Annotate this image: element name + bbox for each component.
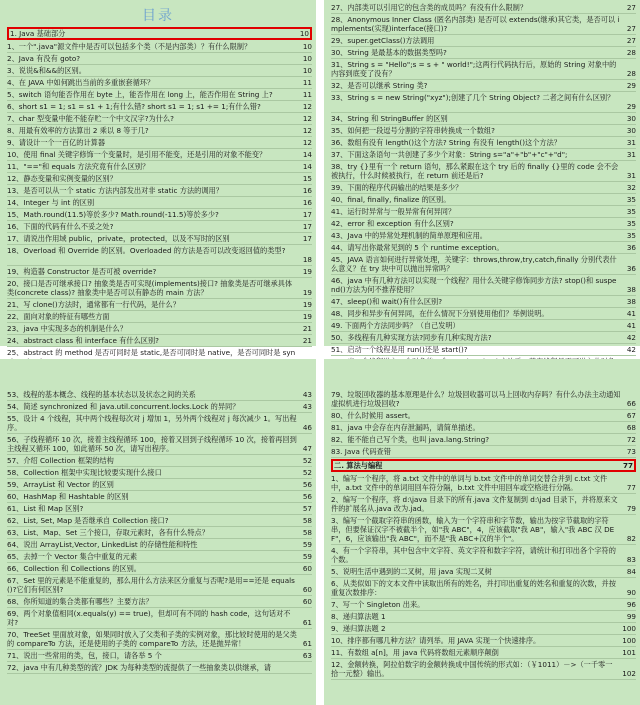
toc-entry-page-number: 57 xyxy=(302,504,312,513)
toc-page-2 xyxy=(324,0,640,354)
toc-entry[interactable] xyxy=(7,209,312,221)
toc-entry-text: 57、介绍 Collection 框架的结构 xyxy=(7,456,114,465)
toc-entry-text: 1. Java 基础部分 xyxy=(10,29,66,38)
toc-entry-text: 32、是否可以继承 String 类? xyxy=(331,81,428,90)
toc-entry-text: 2、Java 有没有 goto? xyxy=(7,54,81,63)
toc-entry-text: 3、说说&和&&的区别。 xyxy=(7,66,86,75)
toc-entry[interactable] xyxy=(331,137,636,149)
toc-entry-text: 6、short s1 = 1; s1 = s1 + 1;有什么错? short s1 = 1; s1 += 1;有什么错? xyxy=(7,102,261,111)
toc-section-heading[interactable] xyxy=(331,459,636,472)
toc-entry-text: 62、List, Set, Map 是否继承自 Collection 接口? xyxy=(7,516,169,525)
toc-entry-page-number: 11 xyxy=(302,78,312,87)
toc-entry-page-number: 18 xyxy=(302,255,312,264)
toc-entry[interactable] xyxy=(7,278,312,299)
toc-entry[interactable] xyxy=(7,233,312,245)
toc-entry-page-number: 42 xyxy=(626,345,636,354)
toc-entry-text: 25、abstract 的 method 是否可同时是 static,是否可同时是 native，是否可同时是 syn xyxy=(7,348,296,357)
toc-entry-page-number: 10 xyxy=(302,66,312,75)
toc-entry[interactable] xyxy=(331,182,636,194)
toc-entry[interactable] xyxy=(331,35,636,47)
toc-entry[interactable] xyxy=(331,14,636,35)
toc-entry[interactable] xyxy=(7,389,312,401)
toc-entry[interactable] xyxy=(331,230,636,242)
toc-entry-page-number: 36 xyxy=(626,243,636,252)
toc-entry-text: 48、同步和异步有何异同，在什么情况下分别使用他们？举例说明。 xyxy=(331,309,549,318)
toc-entry[interactable] xyxy=(7,161,312,173)
toc-entry-page-number: 10 xyxy=(299,29,309,38)
toc-entry-text: 16、下面的代码有什么不妥之处? xyxy=(7,222,114,231)
toc-entry-text: 11、"=="和 equals 方法究竟有什么区别？ xyxy=(7,162,150,171)
toc-entry-page-number: 29 xyxy=(626,81,636,90)
toc-entry[interactable] xyxy=(7,149,312,161)
toc-entry-text: 56、子线程循环 10 次，接着主线程循环 100，接着又回到子线程循环 10 次，接着再回到主线程又循环 100，如此循环 50 次，请写出程序。 xyxy=(7,435,297,453)
toc-entry-text: 21、写 clone()方法时，通常都有一行代码，是什么？ xyxy=(7,300,180,309)
toc-entry-text: 40、final, finally, finalize 的区别。 xyxy=(331,195,451,204)
toc-entry[interactable] xyxy=(331,389,636,410)
toc-entry-page-number: 17 xyxy=(302,210,312,219)
toc-entry-page-number: 12 xyxy=(302,138,312,147)
toc-entry[interactable] xyxy=(331,599,636,611)
toc-entry-text: 58、Collection 框架中实现比较要实现什么接口 xyxy=(7,468,162,477)
toc-entry-page-number: 96 xyxy=(626,600,636,609)
toc-page-3 xyxy=(0,359,316,705)
toc-entry-page-number: 67 xyxy=(626,411,636,420)
toc-entry-text: 2、编写一个程序，将 d:\java 目录下的所有.java 文件复制到 d:\jad 目录下，并将原来文件的扩展名从.java 改为.jad。 xyxy=(331,495,618,513)
toc-entry[interactable] xyxy=(7,335,312,347)
toc-entry-text: 11、有数组 a[n]，用 java 代码将数组元素顺序颠倒 xyxy=(331,648,499,657)
toc-entry-page-number: 19 xyxy=(302,300,312,309)
toc-entry[interactable] xyxy=(331,494,636,515)
toc-entries xyxy=(324,0,640,377)
toc-entry[interactable] xyxy=(7,173,312,185)
toc-entry-page-number: 59 xyxy=(302,540,312,549)
toc-entry-text: 54、简述 synchronized 和 java.util.concurrent.locks.Lock 的异同？ xyxy=(7,402,240,411)
toc-entry[interactable] xyxy=(331,161,636,182)
toc-entry-page-number: 12 xyxy=(302,102,312,111)
toc-entry[interactable] xyxy=(7,77,312,89)
toc-entry-page-number: 19 xyxy=(302,267,312,276)
toc-entry-page-number: 17 xyxy=(302,222,312,231)
toc-entry-text: 38、try {}里有一个 return 语句，那么紧跟在这个 try 后的 finally {}里的 code 会不会被执行，什么时候被执行，在 return 前还是后? xyxy=(331,162,619,180)
toc-entry-text: 30、String 是最基本的数据类型吗? xyxy=(331,48,447,57)
toc-entry-text: 13、是否可以从一个 static 方法内部发出对非 static 方法的调用？ xyxy=(7,186,223,195)
toc-entry-page-number: 14 xyxy=(302,162,312,171)
toc-entry-page-number: 29 xyxy=(626,102,636,111)
toc-entry-text: 15、Math.round(11.5)等於多少? Math.round(-11.5)等於多少? xyxy=(7,210,219,219)
toc-entry-page-number: 83 xyxy=(626,555,636,564)
toc-entry-text: 63、List、Map、Set 三个接口，存取元素时，各有什么特点？ xyxy=(7,528,209,537)
toc-entry[interactable] xyxy=(7,629,312,650)
toc-entry[interactable] xyxy=(7,434,312,455)
toc-entry-page-number: 19 xyxy=(302,288,312,297)
toc-entry-text: 4、有一个字符串，其中包含中文字符、英文字符和数字字符，请统计和打印出各个字符的个数。 xyxy=(331,546,616,564)
toc-entries xyxy=(324,359,640,680)
toc-entry-page-number: 12 xyxy=(302,114,312,123)
toc-entry-text: 31、String s = "Hello";s = s + " world!";这两行代码执行后，原始的 String 对象中的内容到底变了没有？ xyxy=(331,60,617,78)
toc-entry-text: 47、sleep()和 wait()有什么区别? xyxy=(331,297,443,306)
toc-entry-text: 66、Collection 和 Collections 的区别。 xyxy=(7,564,141,573)
toc-entry[interactable] xyxy=(331,422,636,434)
toc-entry[interactable] xyxy=(331,113,636,125)
toc-entry-page-number: 43 xyxy=(302,402,312,411)
toc-entry[interactable] xyxy=(331,434,636,446)
toc-entry-page-number: 35 xyxy=(626,195,636,204)
toc-entry[interactable] xyxy=(7,551,312,563)
toc-entry[interactable] xyxy=(331,275,636,296)
toc-entry[interactable] xyxy=(7,491,312,503)
toc-entry-page-number: 41 xyxy=(626,309,636,318)
toc-entry[interactable] xyxy=(7,125,312,137)
toc-entry-text: 50、多线程有几种实现方法?同步有几种实现方法? xyxy=(331,333,492,342)
toc-entry-text: 53、线程的基本概念、线程的基本状态以及状态之间的关系 xyxy=(7,390,196,399)
toc-entry-page-number: 14 xyxy=(302,150,312,159)
toc-entry-text: 80、什么时候用 assert。 xyxy=(331,411,415,420)
toc-entry-text: 81、java 中会存在内存泄漏吗，请简单描述。 xyxy=(331,423,480,432)
toc-entry-page-number: 11 xyxy=(302,90,312,99)
toc-entry-text: 34、String 和 StringBuffer 的区别 xyxy=(331,114,448,123)
toc-entry-page-number: 52 xyxy=(302,456,312,465)
toc-entry-text: 61、List 和 Map 区别? xyxy=(7,504,84,513)
toc-entry-text: 28、Anonymous Inner Class (匿名内部类) 是否可以 extends(继承)其它类，是否可以 implements(实现)interface(接口)? xyxy=(331,15,620,33)
toc-entry-page-number: 60 xyxy=(302,564,312,573)
toc-entry-page-number: 27 xyxy=(626,36,636,45)
toc-entry[interactable] xyxy=(7,479,312,491)
toc-entry-text: 72、java 中有几种类型的流？JDK 为每种类型的流提供了一些抽象类以供继承，请 xyxy=(7,663,271,672)
toc-entry-page-number: 31 xyxy=(626,171,636,180)
toc-entry-page-number: 79 xyxy=(626,504,636,513)
toc-entry-text: 7、写一个 Singleton 出来。 xyxy=(331,600,425,609)
toc-entry[interactable] xyxy=(7,575,312,596)
toc-entry[interactable] xyxy=(7,65,312,77)
toc-entry[interactable] xyxy=(7,662,312,674)
toc-entry-page-number: 72 xyxy=(626,435,636,444)
toc-entry[interactable] xyxy=(331,473,636,494)
toc-entry-page-number: 28 xyxy=(626,69,636,78)
toc-entry-page-number: 43 xyxy=(302,390,312,399)
toc-entry-page-number: 28 xyxy=(626,48,636,57)
toc-page-4 xyxy=(324,359,640,705)
toc-entry[interactable] xyxy=(7,527,312,539)
toc-entry-text: 67、Set 里的元素是不能重复的，那么用什么方法来区分重复与否呢?是用==还是 equals()?它们有何区别? xyxy=(7,576,295,594)
toc-entry-text: 51、启动一个线程是用 run()还是 start()? xyxy=(331,345,468,354)
toc-entry-text: 33、String s = new String("xyz");创建了几个 String Object? 二者之间有什么区别？ xyxy=(331,93,615,102)
toc-entry[interactable] xyxy=(331,332,636,344)
toc-entry-page-number: 56 xyxy=(302,480,312,489)
toc-entry-page-number: 35 xyxy=(626,207,636,216)
toc-entry-text: 60、HashMap 和 Hashtable 的区别 xyxy=(7,492,129,501)
toc-entry-text: 65、去掉一个 Vector 集合中重复的元素 xyxy=(7,552,138,561)
toc-entry[interactable] xyxy=(331,218,636,230)
toc-entry[interactable] xyxy=(7,467,312,479)
toc-entry-text: 55、设计 4 个线程，其中两个线程每次对 j 增加 1，另外两个线程对 j 每次减少 1。写出程序。 xyxy=(7,414,297,432)
toc-entry-page-number: 46 xyxy=(302,423,312,432)
toc-entry-text: 68、你所知道的集合类都有哪些？主要方法？ xyxy=(7,597,153,606)
toc-entry[interactable] xyxy=(7,299,312,311)
toc-entry-text: 43、Java 中的异常处理机制的简单原理和应用。 xyxy=(331,231,487,240)
toc-entry-text: 24、abstract class 和 interface 有什么区别? xyxy=(7,336,159,345)
toc-entry[interactable] xyxy=(331,206,636,218)
toc-entry-page-number: 42 xyxy=(626,333,636,342)
toc-entry-page-number: 38 xyxy=(626,297,636,306)
toc-entry-text: 14、Integer 与 int 的区别 xyxy=(7,198,95,207)
toc-entry[interactable] xyxy=(331,59,636,80)
toc-entry-text: 27、内部类可以引用它的包含类的成员吗？有没有什么限制？ xyxy=(331,3,528,12)
toc-entry-text: 20、接口是否可继承接口? 抽象类是否可实现(implements)接口? 抽象类是否可继承具体类(concrete class)? 抽象类中是否可以有静态的 main 方法？ xyxy=(7,279,293,297)
toc-entry[interactable] xyxy=(331,578,636,599)
toc-entry-page-number: 60 xyxy=(302,597,312,606)
toc-entry-page-number: 41 xyxy=(626,321,636,330)
toc-entry-text: 45、JAVA 语言如何进行异常处理，关键字：throws,throw,try,catch,finally 分别代表什么意义？在 try 块中可以抛出异常吗？ xyxy=(331,255,617,273)
toc-entry[interactable] xyxy=(7,401,312,413)
toc-entry[interactable] xyxy=(7,41,312,53)
toc-entry-page-number: 60 xyxy=(302,585,312,594)
toc-entry[interactable] xyxy=(7,137,312,149)
toc-entry[interactable] xyxy=(331,80,636,92)
toc-entry-text: 6、从类似如下的文本文件中读取出所有的姓名，并打印出重复的姓名和重复的次数，并按重复次数排序： xyxy=(331,579,616,597)
toc-entry[interactable] xyxy=(331,344,636,356)
toc-entry-page-number: 68 xyxy=(626,423,636,432)
toc-entry-page-number: 102 xyxy=(622,669,636,678)
toc-entry[interactable] xyxy=(7,245,312,266)
toc-entry-page-number: 12 xyxy=(302,126,312,135)
toc-entry[interactable] xyxy=(331,545,636,566)
toc-entry[interactable] xyxy=(331,125,636,137)
toc-entry[interactable] xyxy=(331,515,636,545)
toc-entry-text: 23、java 中实现多态的机制是什么？ xyxy=(7,324,127,333)
toc-entry-page-number: 30 xyxy=(626,126,636,135)
toc-entries xyxy=(0,359,316,674)
toc-entry-page-number: 10 xyxy=(302,42,312,51)
toc-entry[interactable] xyxy=(7,596,312,608)
toc-entry-page-number: 17 xyxy=(302,234,312,243)
toc-entry-text: 5、说明生活中遇到的二叉树，用 java 实现二叉树 xyxy=(331,567,492,576)
toc-entry[interactable] xyxy=(7,113,312,125)
toc-entry[interactable] xyxy=(7,185,312,197)
toc-entry-text: 36、数组有没有 length()这个方法? String 有没有 length()这个方法？ xyxy=(331,138,561,147)
toc-entry[interactable] xyxy=(331,446,636,458)
toc-entry[interactable] xyxy=(7,221,312,233)
toc-entry-text: 37、下面这条语句一共创建了多少个对象：String s="a"+"b"+"c"+"d"; xyxy=(331,150,568,159)
toc-entry-text: 3、编写一个截取字符串的函数，输入为一个字符串和字节数，输出为按字节截取的字符串，但要保证汉字不被截半个，如"我 ABC"，4，应该截取"我 AB"，输入"我 ABC 汉 DEF"，6，应该输出"我 ABC"，而不是"我 ABC+汉的半个"。 xyxy=(331,516,615,543)
toc-entry[interactable] xyxy=(7,266,312,278)
toc-entry-text: 7、char 型变量中能不能存贮一个中文汉字?为什么? xyxy=(7,114,174,123)
toc-entry[interactable] xyxy=(331,92,636,113)
toc-entry-text: 35、如何把一段逗号分割的字符串转换成一个数组? xyxy=(331,126,495,135)
toc-entry-text: 9、递归算法题 2 xyxy=(331,624,386,633)
toc-entry[interactable] xyxy=(331,308,636,320)
toc-entry-page-number: 32 xyxy=(626,183,636,192)
toc-entry[interactable] xyxy=(331,149,636,161)
toc-entry-page-number: 61 xyxy=(302,639,312,648)
toc-entry[interactable] xyxy=(331,647,636,659)
toc-entry-text: 69、两个对象值相同(x.equals(y) == true)，但却可有不同的 hash code，这句话对不对? xyxy=(7,609,291,627)
toc-title: 目录 xyxy=(142,8,174,24)
toc-entry[interactable] xyxy=(7,101,312,113)
toc-entry-page-number: 100 xyxy=(622,624,636,633)
toc-entry-page-number: 59 xyxy=(302,552,312,561)
toc-entry[interactable] xyxy=(331,659,636,680)
toc-entry[interactable] xyxy=(7,563,312,575)
toc-entry-page-number: 58 xyxy=(302,516,312,525)
toc-entry-page-number: 84 xyxy=(626,567,636,576)
toc-entry[interactable] xyxy=(7,515,312,527)
toc-entry-text: 29、super.getClass()方法调用 xyxy=(331,36,435,45)
toc-entry-text: 10、排序都有哪几种方法？请列举。用 JAVA 实现一个快速排序。 xyxy=(331,636,541,645)
toc-entry-text: 59、ArrayList 和 Vector 的区别 xyxy=(7,480,114,489)
toc-entry-text: 9、请设计一个一百亿的计算器 xyxy=(7,138,106,147)
toc-entry-page-number: 38 xyxy=(626,285,636,294)
toc-entry-text: 1、编写一个程序，将 a.txt 文件中的单词与 b.txt 文件中的单词交替合并到 c.txt 文件中，a.txt 文件中的单词用回车符分隔，b.txt 文件中用回车或空格进行分隔。 xyxy=(331,474,608,492)
toc-entry-text: 8、递归算法题 1 xyxy=(331,612,386,621)
toc-entry[interactable] xyxy=(7,650,312,662)
toc-entry[interactable] xyxy=(7,197,312,209)
toc-entry[interactable] xyxy=(7,311,312,323)
toc-entry[interactable] xyxy=(7,53,312,65)
toc-entry-page-number: 61 xyxy=(302,618,312,627)
toc-entry[interactable] xyxy=(7,323,312,335)
toc-entry-page-number: 82 xyxy=(626,534,636,543)
toc-entry[interactable] xyxy=(331,2,636,14)
toc-page-1 xyxy=(0,0,316,357)
toc-entry-page-number: 16 xyxy=(302,186,312,195)
toc-entry-page-number: 73 xyxy=(626,447,636,456)
toc-entry-page-number: 27 xyxy=(626,24,636,33)
toc-entry-page-number: 35 xyxy=(626,219,636,228)
toc-entry-page-number: 30 xyxy=(626,114,636,123)
toc-entry-page-number: 21 xyxy=(302,336,312,345)
toc-entry-page-number: 15 xyxy=(302,174,312,183)
toc-entry-text: 12、静态变量和实例变量的区别？ xyxy=(7,174,117,183)
toc-entry-page-number: 56 xyxy=(302,492,312,501)
toc-section-heading[interactable] xyxy=(7,27,312,40)
toc-entry-page-number: 19 xyxy=(302,312,312,321)
toc-entry-page-number: 66 xyxy=(626,399,636,408)
toc-entries xyxy=(0,27,316,380)
toc-entry-page-number: 35 xyxy=(626,231,636,240)
toc-entry[interactable] xyxy=(331,623,636,635)
toc-entry-page-number: 16 xyxy=(302,198,312,207)
toc-entry-text: 71、说出一些常用的类，包，接口，请各举 5 个 xyxy=(7,651,162,660)
toc-entry[interactable] xyxy=(7,503,312,515)
toc-entry-text: 64、说出 ArrayList,Vector, LinkedList 的存储性能和特性 xyxy=(7,540,198,549)
toc-entry-text: 4、在 JAVA 中如何跳出当前的多重嵌套循环？ xyxy=(7,78,155,87)
toc-entry-page-number: 90 xyxy=(626,588,636,597)
toc-entry-text: 8、用最有效率的方法算出 2 乘以 8 等于几? xyxy=(7,126,149,135)
toc-entry-page-number: 21 xyxy=(302,324,312,333)
toc-entry-text: 5、switch 语句能否作用在 byte 上，能否作用在 long 上，能否作用在 String 上? xyxy=(7,90,273,99)
toc-entry[interactable] xyxy=(331,410,636,422)
toc-entry-page-number: 77 xyxy=(626,483,636,492)
toc-entry[interactable] xyxy=(7,89,312,101)
toc-entry-page-number: 10 xyxy=(302,54,312,63)
toc-entry-text: 10、使用 final 关键字修饰一个变量时，是引用不能变，还是引用的对象不能变？ xyxy=(7,150,267,159)
toc-entry[interactable] xyxy=(331,635,636,647)
toc-entry-page-number: 36 xyxy=(626,264,636,273)
toc-entry[interactable] xyxy=(331,47,636,59)
toc-entry[interactable] xyxy=(7,455,312,467)
toc-entry-text: 19、构造器 Constructor 是否可被 override? xyxy=(7,267,157,276)
toc-entry-text: 41、运行时异常与一般异常有何异同？ xyxy=(331,207,456,216)
toc-entry-text: 18、Overload 和 Override 的区别。Overloaded 的方法是否可以改变返回值的类型? xyxy=(7,246,286,255)
toc-entry-page-number: 47 xyxy=(302,444,312,453)
toc-entry-text: 39、下面的程序代码输出的结果是多少？ xyxy=(331,183,463,192)
toc-entry-text: 44、请写出你最常见到的 5 个 runtime exception。 xyxy=(331,243,504,252)
toc-entry[interactable] xyxy=(331,242,636,254)
toc-entry[interactable] xyxy=(7,608,312,629)
toc-entry-page-number: 27 xyxy=(626,3,636,12)
toc-entry-page-number: 31 xyxy=(626,138,636,147)
toc-entry-page-number: 31 xyxy=(626,150,636,159)
toc-entry-page-number: 77 xyxy=(622,461,633,470)
toc-entry[interactable] xyxy=(331,296,636,308)
toc-entry-text: 12、金额转换，阿拉伯数字的金额转换成中国传统的形式如：（￥1011）－>（一千零一拾一元整）输出。 xyxy=(331,660,613,678)
toc-entry-page-number: 100 xyxy=(622,636,636,645)
toc-entry[interactable] xyxy=(331,194,636,206)
toc-entry-text: 1、一个".java"源文件中是否可以包括多个类（不是内部类）？有什么限制？ xyxy=(7,42,252,51)
toc-entry-text: 二. 算法与编程 xyxy=(334,461,383,470)
toc-entry-page-number: 63 xyxy=(302,651,312,660)
toc-entry-text: 22、面向对象的特征有哪些方面 xyxy=(7,312,110,321)
toc-entry-page-number: 52 xyxy=(302,468,312,477)
toc-entry[interactable] xyxy=(331,254,636,275)
toc-entry-page-number: 99 xyxy=(626,612,636,621)
toc-entry-text: 46、java 中有几种方法可以实现一个线程？用什么关键字修饰同步方法? stop()和 suspend()方法为何不推荐使用？ xyxy=(331,276,617,294)
toc-entry-text: 49. 下面两个方法同步吗？（自己发明） xyxy=(331,321,460,330)
toc-entry[interactable] xyxy=(7,413,312,434)
toc-entry[interactable] xyxy=(331,566,636,578)
toc-entry-page-number: 101 xyxy=(622,648,636,657)
toc-entry-text: 42、error 和 exception 有什么区别? xyxy=(331,219,454,228)
toc-entry-text: 70、TreeSet 里面放对象，如果同时放入了父类和子类的实例对象，那比较时使用的是父类的 compareTo 方法，还是使用的子类的 compareTo 方法，还是抛异常！ xyxy=(7,630,297,648)
toc-entry[interactable] xyxy=(331,611,636,623)
toc-entry-text: 82、能不能自己写个类，也叫 java.lang.String? xyxy=(331,435,490,444)
toc-entry[interactable] xyxy=(7,539,312,551)
toc-entry[interactable] xyxy=(331,320,636,332)
toc-entry-text: 79、垃圾回收器的基本原理是什么？垃圾回收器可以马上回收内存吗？有什么办法主动通知虚拟机进行垃圾回收? xyxy=(331,390,621,408)
toc-entry-text: 83. Java 代码查错 xyxy=(331,447,391,456)
toc-entry-page-number: 58 xyxy=(302,528,312,537)
toc-entry-text: 17、请说出作用域 public，private，protected，以及不写时的区别 xyxy=(7,234,230,243)
